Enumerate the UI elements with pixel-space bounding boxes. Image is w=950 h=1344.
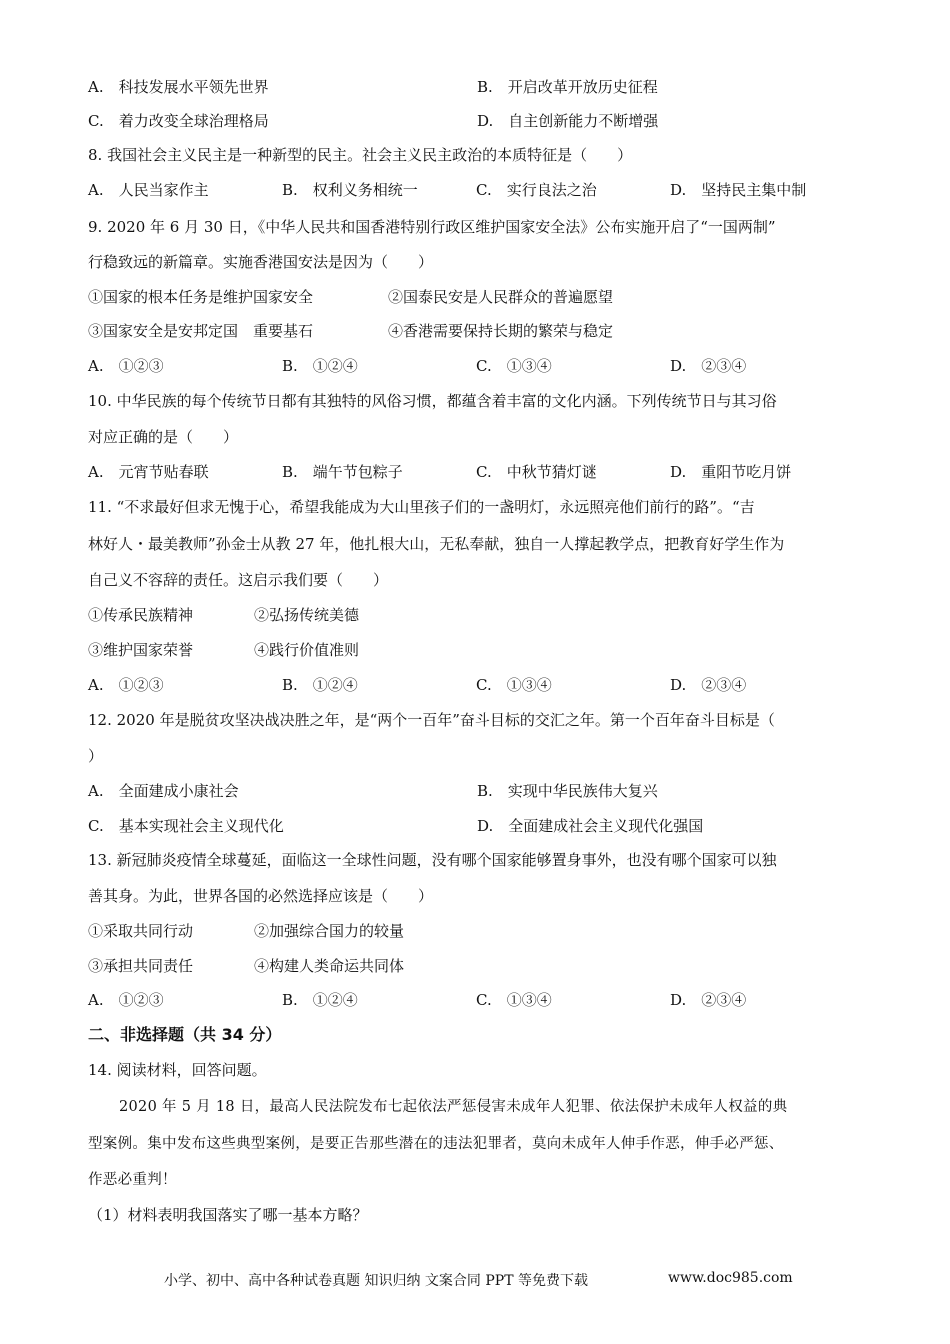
q9-statement-4: ④香港需要保持长期的繁荣与稳定 — [388, 322, 614, 340]
q12-options-row2 — [88, 816, 866, 836]
q11-option-b: B. ①②④ — [282, 676, 358, 694]
q7-option-c: C. 着力改变全球治理格局 — [88, 112, 269, 130]
q11-statement-3: ③维护国家荣誉 — [88, 641, 194, 659]
q14-material-line2: 型案例。集中发布这些典型案例，是要正告那些潜在的违法犯罪者，莫向未成年人伸手作恶，伸手必严惩、 — [88, 1136, 784, 1152]
q12-option-d: D. 全面建成社会主义现代化强国 — [477, 817, 704, 835]
q13-option-b: B. ①②④ — [282, 991, 358, 1009]
q11-stem-line3: 自己义不容辞的责任。这启示我们要（ ） — [88, 571, 389, 589]
q14-subquestion-1: （1）材料表明我国落实了哪一基本方略？ — [88, 1206, 368, 1224]
q14-stem: 14. 阅读材料，回答问题。 — [88, 1061, 267, 1079]
q9-statement-1: ①国家的根本任务是维护国家安全 — [88, 288, 314, 306]
q9-statements-row1 — [88, 287, 613, 307]
q9-option-c: C. ①③④ — [476, 357, 552, 375]
q10-stem-line2: 对应正确的是（ ） — [88, 428, 239, 446]
footer-url[interactable]: www.doc985.com — [668, 1270, 793, 1286]
q7-options-row2 — [88, 111, 866, 131]
section2-heading: 二、非选择题（共 34 分） — [88, 1025, 282, 1044]
q9-stem-line1: 9. 2020 年 6 月 30 日，《中华人民共和国香港特别行政区维护国家安全法》公布实施开启了“一国两制” — [88, 218, 776, 236]
q8-options — [88, 180, 864, 200]
footer-text: 小学、初中、高中各种试卷真题 知识归纳 文案合同 PPT 等免费下载 — [164, 1273, 588, 1289]
q9-option-a: A. ①②③ — [88, 357, 164, 375]
q8-option-a: A. 人民当家作主 — [88, 181, 209, 199]
q8-stem: 8. 我国社会主义民主是一种新型的民主。社会主义民主政治的本质特征是（ ） — [88, 146, 633, 164]
q11-option-a: A. ①②③ — [88, 676, 164, 694]
q7-option-a: A. 科技发展水平领先世界 — [88, 78, 269, 96]
q9-options — [88, 356, 864, 376]
q11-option-d: D. ②③④ — [670, 676, 747, 694]
q9-statements-row2 — [88, 321, 613, 341]
q9-option-b: B. ①②④ — [282, 357, 358, 375]
q12-stem-line2: ） — [88, 747, 104, 765]
q7-option-b: B. 开启改革开放历史征程 — [477, 78, 658, 96]
q13-statement-2: ②加强综合国力的较量 — [254, 922, 405, 940]
q11-options — [88, 675, 864, 695]
q9-stem-line2: 行稳致远的新篇章。实施香港国安法是因为（ ） — [88, 253, 434, 271]
q10-options — [88, 462, 864, 482]
q11-statements-row1 — [88, 605, 359, 625]
q12-options-row1 — [88, 781, 866, 801]
q14-material-line1: 2020 年 5 月 18 日，最高人民法院发布七起依法严惩侵害未成年人犯罪、依法保护未成年人权益的典 — [119, 1099, 788, 1115]
q9-statement-3: ③国家安全是安邦定国 重要基石 — [88, 322, 314, 340]
q13-options — [88, 990, 864, 1010]
q11-statement-1: ①传承民族精神 — [88, 606, 194, 624]
q12-option-b: B. 实现中华民族伟大复兴 — [477, 782, 658, 800]
q13-statement-1: ①采取共同行动 — [88, 922, 194, 940]
q8-option-d: D. 坚持民主集中制 — [670, 181, 807, 199]
q7-options-row1 — [88, 77, 866, 97]
q11-statement-2: ②弘扬传统美德 — [254, 606, 360, 624]
q8-option-b: B. 权利义务相统一 — [282, 181, 418, 199]
q9-statement-2: ②国泰民安是人民群众的普遍愿望 — [388, 288, 614, 306]
q7-option-d: D. 自主创新能力不断增强 — [477, 112, 659, 130]
q13-option-d: D. ②③④ — [670, 991, 747, 1009]
q11-statements-row2 — [88, 640, 359, 660]
q10-option-c: C. 中秋节猜灯谜 — [476, 463, 597, 481]
q13-stem-line1: 13. 新冠肺炎疫情全球蔓延，面临这一全球性问题，没有哪个国家能够置身事外，也没有哪个国家可以独 — [88, 851, 777, 869]
q13-statement-3: ③承担共同责任 — [88, 957, 194, 975]
q12-stem-line1: 12. 2020 年是脱贫攻坚决战决胜之年，是“两个一百年”奋斗目标的交汇之年。第一个百年奋斗目标是（ — [88, 711, 775, 729]
q12-option-a: A. 全面建成小康社会 — [88, 782, 239, 800]
q13-stem-line2: 善其身。为此，世界各国的必然选择应该是（ ） — [88, 887, 434, 905]
q11-stem-line2: 林好人・最美教师”孙金士从教 27 年，他扎根大山，无私奉献，独自一人撑起教学点，把教育好学生作为 — [88, 535, 785, 553]
q13-option-a: A. ①②③ — [88, 991, 164, 1009]
q13-statements-row2 — [88, 956, 404, 976]
q13-statement-4: ④构建人类命运共同体 — [254, 957, 405, 975]
q13-option-c: C. ①③④ — [476, 991, 552, 1009]
q9-option-d: D. ②③④ — [670, 357, 747, 375]
q10-option-a: A. 元宵节贴春联 — [88, 463, 209, 481]
q10-option-d: D. 重阳节吃月饼 — [670, 463, 792, 481]
q14-material-line3: 作恶必重判！ — [88, 1172, 177, 1188]
q10-stem-line1: 10. 中华民族的每个传统节日都有其独特的风俗习惯，都蕴含着丰富的文化内涵。下列传统节日与其习俗 — [88, 392, 777, 410]
q10-option-b: B. 端午节包粽子 — [282, 463, 403, 481]
q11-option-c: C. ①③④ — [476, 676, 552, 694]
q12-option-c: C. 基本实现社会主义现代化 — [88, 817, 284, 835]
q8-option-c: C. 实行良法之治 — [476, 181, 597, 199]
q11-stem-line1: 11. “不求最好但求无愧于心，希望我能成为大山里孩子们的一盏明灯，永远照亮他们前行的路”。“吉 — [88, 498, 755, 516]
q11-statement-4: ④践行价值准则 — [254, 641, 360, 659]
q13-statements-row1 — [88, 921, 404, 941]
